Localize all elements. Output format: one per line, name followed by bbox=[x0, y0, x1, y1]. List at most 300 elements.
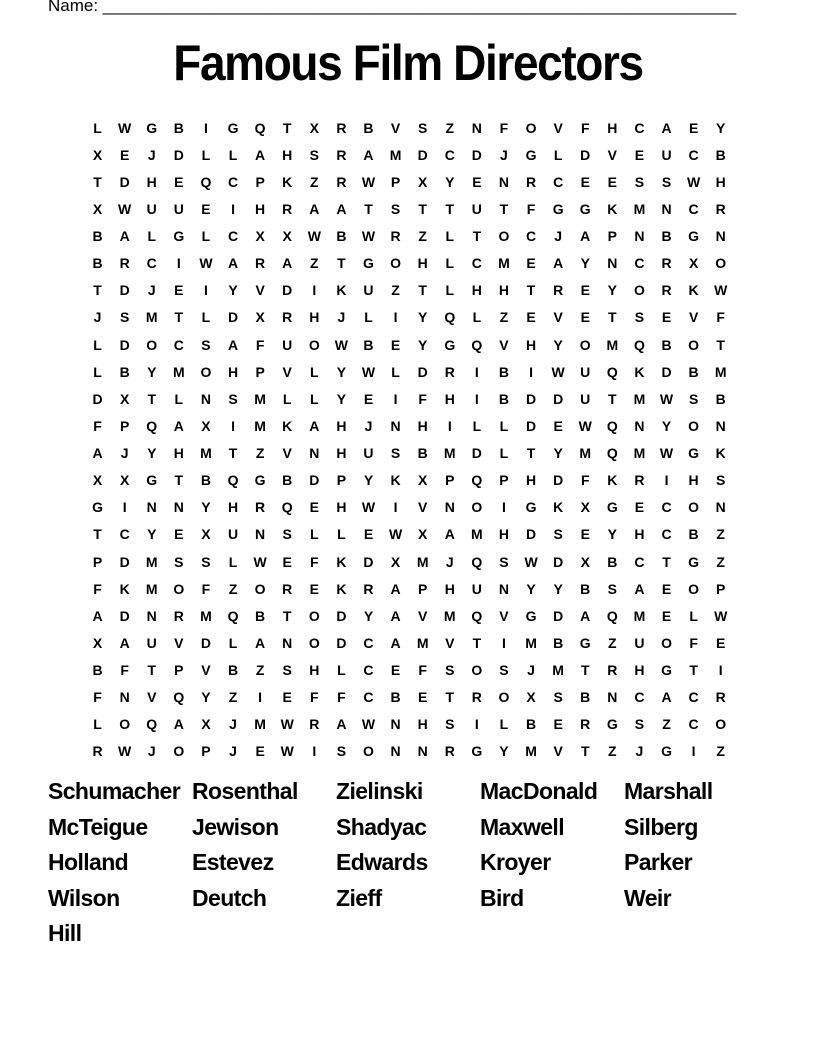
grid-letter: A bbox=[309, 200, 320, 217]
grid-letter: S bbox=[418, 119, 428, 136]
grid-letter: Y bbox=[363, 607, 374, 624]
grid-letter: S bbox=[607, 580, 617, 597]
grid-letter: D bbox=[119, 607, 130, 624]
grid-letter: F bbox=[418, 390, 427, 407]
grid-letter: O bbox=[688, 580, 700, 597]
grid-letter: P bbox=[336, 472, 347, 489]
grid-letter: H bbox=[255, 200, 266, 217]
grid-letter: I bbox=[447, 417, 452, 434]
grid-letter: N bbox=[607, 689, 618, 706]
grid-letter: G bbox=[525, 607, 537, 624]
grid-letter: R bbox=[390, 228, 401, 245]
word-list-item: Jewison bbox=[192, 813, 279, 840]
grid-letter: E bbox=[580, 282, 590, 299]
grid-letter: Q bbox=[633, 336, 645, 353]
grid-letter: M bbox=[172, 363, 185, 380]
grid-letter: F bbox=[716, 309, 725, 326]
grid-letter: R bbox=[336, 173, 347, 190]
grid-letter: R bbox=[661, 255, 672, 272]
grid-letter: G bbox=[606, 716, 618, 733]
grid-letter: E bbox=[174, 282, 184, 299]
grid-letter: G bbox=[146, 472, 158, 489]
grid-letter: Y bbox=[716, 119, 726, 136]
grid-letter: W bbox=[361, 173, 376, 190]
grid-letter: I bbox=[393, 309, 398, 326]
grid-row bbox=[84, 412, 734, 439]
grid-letter: R bbox=[471, 689, 482, 706]
grid-letter: X bbox=[92, 472, 103, 489]
grid-letter: S bbox=[336, 743, 347, 760]
grid-letter: E bbox=[119, 146, 130, 163]
grid-letter: H bbox=[173, 445, 184, 462]
grid-letter: N bbox=[715, 228, 726, 245]
grid-letter: B bbox=[92, 255, 103, 272]
grid-letter: D bbox=[553, 390, 564, 407]
grid-letter: T bbox=[445, 200, 455, 217]
grid-letter: W bbox=[253, 553, 267, 570]
grid-row bbox=[84, 331, 734, 358]
grid-letter: H bbox=[336, 417, 347, 434]
grid-letter: C bbox=[363, 634, 374, 651]
grid-letter: S bbox=[309, 146, 319, 163]
grid-letter: O bbox=[661, 634, 672, 651]
grid-letter: J bbox=[229, 743, 237, 760]
grid-letter: H bbox=[417, 716, 428, 733]
grid-letter: T bbox=[93, 173, 102, 190]
grid-letter: Q bbox=[146, 417, 158, 434]
grid-letter: W bbox=[280, 743, 294, 760]
grid-letter: S bbox=[634, 716, 645, 733]
grid-letter: V bbox=[499, 607, 509, 624]
grid-letter: I bbox=[502, 499, 506, 516]
grid-letter: Y bbox=[336, 390, 347, 407]
grid-letter: K bbox=[607, 472, 618, 489]
grid-letter: G bbox=[471, 743, 483, 760]
grid-letter: J bbox=[364, 417, 373, 434]
grid-letter: D bbox=[92, 390, 103, 407]
grid-letter: N bbox=[390, 743, 401, 760]
grid-letter: U bbox=[634, 634, 645, 651]
grid-letter: Q bbox=[606, 417, 618, 434]
grid-letter: G bbox=[661, 662, 672, 679]
grid-letter: I bbox=[474, 716, 479, 733]
grid-letter: P bbox=[255, 173, 265, 190]
grid-letter: I bbox=[691, 743, 696, 760]
grid-letter: X bbox=[119, 472, 130, 489]
grid-letter: E bbox=[661, 309, 672, 326]
grid-letter: T bbox=[228, 445, 238, 462]
grid-letter: Y bbox=[147, 445, 157, 462]
grid-letter: Y bbox=[607, 526, 617, 543]
grid-letter: P bbox=[201, 743, 211, 760]
grid-letter: U bbox=[146, 200, 157, 217]
grid-letter: O bbox=[633, 282, 645, 299]
grid-letter: U bbox=[661, 146, 672, 163]
grid-letter: L bbox=[445, 255, 455, 272]
grid-letter: I bbox=[231, 417, 235, 434]
grid-letter: F bbox=[310, 689, 319, 706]
grid-letter: L bbox=[472, 417, 482, 434]
grid-letter: F bbox=[689, 634, 698, 651]
grid-letter: N bbox=[390, 417, 401, 434]
grid-letter: L bbox=[445, 282, 455, 299]
grid-row bbox=[84, 358, 734, 385]
word-list-item: Bird bbox=[480, 884, 524, 911]
grid-letter: N bbox=[200, 390, 211, 407]
grid-letter: A bbox=[255, 634, 266, 651]
grid-letter: U bbox=[282, 336, 293, 353]
grid-letter: M bbox=[443, 607, 456, 624]
grid-letter: V bbox=[553, 309, 563, 326]
grid-letter: A bbox=[309, 417, 320, 434]
grid-letter: R bbox=[119, 255, 130, 272]
grid-letter: M bbox=[633, 200, 646, 217]
name-field: Name: ___________________________________________________________________ bbox=[48, 0, 737, 15]
grid-letter: X bbox=[282, 228, 292, 245]
grid-row bbox=[84, 548, 734, 575]
grid-letter: I bbox=[312, 743, 317, 760]
grid-letter: P bbox=[390, 173, 401, 190]
grid-letter: V bbox=[607, 146, 617, 163]
grid-letter: J bbox=[120, 445, 129, 462]
grid-letter: N bbox=[661, 200, 672, 217]
grid-letter: L bbox=[445, 228, 455, 245]
grid-letter: A bbox=[390, 580, 401, 597]
grid-letter: K bbox=[282, 173, 293, 190]
grid-letter: Y bbox=[661, 417, 672, 434]
grid-letter: W bbox=[334, 336, 348, 353]
grid-letter: Z bbox=[445, 119, 455, 136]
grid-letter: A bbox=[336, 200, 347, 217]
grid-letter: N bbox=[119, 689, 130, 706]
grid-letter: A bbox=[553, 255, 564, 272]
grid-letter: L bbox=[391, 363, 400, 380]
grid-row bbox=[84, 602, 734, 629]
grid-letter: Z bbox=[228, 580, 238, 597]
grid-row bbox=[84, 575, 734, 602]
grid-letter: T bbox=[282, 607, 292, 624]
grid-letter: O bbox=[688, 499, 700, 516]
word-list-item: Kroyer bbox=[480, 849, 551, 876]
grid-letter: A bbox=[282, 255, 293, 272]
grid-letter: N bbox=[607, 255, 618, 272]
grid-letter: U bbox=[363, 445, 374, 462]
grid-letter: Y bbox=[147, 363, 157, 380]
grid-letter: F bbox=[255, 336, 265, 353]
grid-letter: U bbox=[363, 282, 374, 299]
grid-letter: I bbox=[502, 634, 506, 651]
grid-letter: R bbox=[607, 662, 618, 679]
grid-letter: C bbox=[661, 526, 672, 543]
grid-letter: D bbox=[200, 634, 211, 651]
grid-letter: V bbox=[174, 634, 184, 651]
grid-letter: T bbox=[364, 200, 373, 217]
grid-letter: L bbox=[147, 228, 157, 245]
grid-letter: B bbox=[715, 146, 726, 163]
grid-letter: G bbox=[688, 553, 700, 570]
grid-letter: E bbox=[688, 119, 699, 136]
grid-letter: T bbox=[93, 282, 102, 299]
grid-letter: V bbox=[147, 689, 157, 706]
grid-row bbox=[84, 277, 734, 304]
grid-letter: K bbox=[336, 282, 347, 299]
grid-letter: H bbox=[525, 472, 537, 489]
grid-letter: G bbox=[579, 634, 591, 651]
grid-letter: R bbox=[282, 200, 293, 217]
grid-letter: F bbox=[93, 580, 102, 597]
grid-letter: R bbox=[661, 282, 672, 299]
grid-letter: A bbox=[580, 228, 591, 245]
grid-letter: I bbox=[664, 472, 669, 489]
grid-letter: N bbox=[309, 445, 320, 462]
grid-letter: H bbox=[444, 390, 455, 407]
grid-letter: M bbox=[443, 445, 456, 462]
grid-letter: F bbox=[580, 472, 590, 489]
grid-letter: P bbox=[174, 662, 184, 679]
grid-letter: T bbox=[580, 662, 590, 679]
grid-letter: X bbox=[255, 228, 265, 245]
grid-letter: B bbox=[498, 390, 510, 407]
grid-letter: B bbox=[661, 228, 672, 245]
grid-letter: G bbox=[227, 119, 239, 136]
grid-letter: Z bbox=[716, 553, 725, 570]
grid-letter: T bbox=[716, 336, 725, 353]
grid-letter: B bbox=[363, 336, 374, 353]
grid-letter: U bbox=[173, 200, 184, 217]
grid-letter: V bbox=[688, 309, 699, 326]
grid-letter: L bbox=[201, 309, 211, 326]
grid-letter: P bbox=[255, 363, 265, 380]
grid-letter: A bbox=[173, 716, 184, 733]
grid-letter: V bbox=[255, 282, 265, 299]
grid-letter: S bbox=[634, 309, 645, 326]
grid-letter: K bbox=[336, 580, 347, 597]
grid-letter: C bbox=[688, 200, 699, 217]
grid-letter: X bbox=[309, 119, 319, 136]
grid-letter: A bbox=[119, 634, 130, 651]
grid-letter: R bbox=[525, 173, 537, 190]
grid-letter: Y bbox=[499, 743, 509, 760]
grid-letter: V bbox=[499, 336, 509, 353]
grid-letter: A bbox=[390, 607, 401, 624]
grid-letter: D bbox=[525, 526, 537, 543]
grid-letter: H bbox=[688, 472, 699, 489]
grid-letter: W bbox=[199, 255, 213, 272]
grid-letter: I bbox=[203, 282, 208, 299]
grid-letter: N bbox=[471, 119, 482, 136]
grid-letter: Q bbox=[471, 553, 483, 570]
grid-letter: F bbox=[120, 662, 129, 679]
grid-letter: A bbox=[390, 634, 401, 651]
grid-letter: C bbox=[688, 146, 699, 163]
grid-letter: G bbox=[254, 472, 266, 489]
grid-letter: D bbox=[553, 607, 564, 624]
word-list-item: Parker bbox=[624, 849, 693, 876]
grid-letter: E bbox=[309, 499, 319, 516]
grid-row bbox=[84, 168, 734, 195]
grid-letter: S bbox=[201, 553, 211, 570]
grid-letter: N bbox=[634, 228, 645, 245]
grid-letter: U bbox=[146, 634, 157, 651]
word-list-item: Zieff bbox=[336, 884, 382, 911]
grid-letter: D bbox=[553, 553, 564, 570]
word-list-item: Silberg bbox=[624, 813, 698, 840]
grid-letter: E bbox=[418, 689, 428, 706]
grid-letter: A bbox=[255, 146, 266, 163]
word-list-item: Hill bbox=[48, 920, 82, 947]
grid-letter: T bbox=[580, 743, 590, 760]
grid-letter: Z bbox=[608, 634, 617, 651]
grid-letter: T bbox=[337, 255, 346, 272]
grid-letter: Y bbox=[553, 445, 563, 462]
grid-letter: C bbox=[634, 689, 645, 706]
grid-letter: Y bbox=[228, 282, 238, 299]
grid-letter: Z bbox=[716, 526, 725, 543]
grid-letter: E bbox=[661, 607, 672, 624]
grid-letter: S bbox=[661, 173, 672, 190]
grid-letter: Q bbox=[200, 173, 212, 190]
grid-letter: S bbox=[445, 662, 455, 679]
grid-letter: S bbox=[201, 336, 211, 353]
grid-letter: E bbox=[607, 173, 617, 190]
grid-letter: X bbox=[201, 716, 211, 733]
grid-letter: V bbox=[418, 607, 428, 624]
grid-letter: E bbox=[174, 526, 184, 543]
grid-letter: X bbox=[418, 526, 428, 543]
grid-letter: K bbox=[688, 282, 699, 299]
grid-letter: W bbox=[714, 607, 728, 624]
grid-letter: G bbox=[688, 445, 700, 462]
grid-letter: O bbox=[173, 580, 185, 597]
grid-letter: O bbox=[688, 336, 700, 353]
grid-letter: L bbox=[228, 146, 238, 163]
grid-letter: J bbox=[554, 228, 563, 245]
grid-letter: A bbox=[444, 526, 455, 543]
grid-letter: J bbox=[635, 743, 644, 760]
grid-row bbox=[84, 494, 734, 521]
grid-letter: V bbox=[282, 363, 292, 380]
grid-letter: Y bbox=[418, 309, 428, 326]
grid-letter: U bbox=[580, 390, 591, 407]
grid-letter: S bbox=[390, 200, 401, 217]
grid-letter: F bbox=[499, 119, 509, 136]
grid-letter: S bbox=[716, 472, 726, 489]
grid-letter: Z bbox=[716, 743, 725, 760]
grid-letter: I bbox=[718, 662, 723, 679]
word-list-item: McTeigue bbox=[48, 813, 148, 840]
grid-row bbox=[84, 521, 734, 548]
grid-letter: R bbox=[444, 743, 455, 760]
grid-letter: M bbox=[145, 553, 158, 570]
grid-letter: Y bbox=[201, 499, 211, 516]
grid-letter: O bbox=[715, 716, 727, 733]
grid-letter: C bbox=[525, 228, 537, 245]
grid-letter: M bbox=[525, 634, 537, 651]
grid-letter: U bbox=[227, 526, 239, 543]
grid-letter: P bbox=[92, 553, 103, 570]
grid-letter: D bbox=[119, 336, 130, 353]
grid-letter: U bbox=[471, 580, 482, 597]
word-list-item: Marshall bbox=[624, 778, 713, 804]
grid-row bbox=[84, 711, 734, 738]
grid-letter: E bbox=[526, 255, 536, 272]
grid-letter: F bbox=[310, 553, 319, 570]
grid-letter: P bbox=[499, 472, 509, 489]
grid-letter: C bbox=[119, 526, 130, 543]
grid-letter: O bbox=[119, 716, 131, 733]
grid-letter: X bbox=[92, 146, 103, 163]
word-list-item: Schumacher bbox=[48, 778, 181, 804]
grid-letter: A bbox=[661, 119, 672, 136]
grid-letter: T bbox=[689, 662, 698, 679]
grid-letter: O bbox=[308, 634, 320, 651]
grid-letter: B bbox=[282, 472, 293, 489]
grid-letter: L bbox=[201, 146, 211, 163]
grid-letter: H bbox=[634, 526, 645, 543]
grid-letter: C bbox=[634, 119, 645, 136]
grid-letter: W bbox=[361, 499, 376, 516]
grid-letter: R bbox=[336, 146, 347, 163]
grid-letter: Q bbox=[227, 607, 239, 624]
grid-letter: O bbox=[471, 662, 483, 679]
grid-letter: B bbox=[173, 119, 184, 136]
grid-letter: J bbox=[147, 146, 156, 163]
grid-letter: T bbox=[147, 662, 157, 679]
grid-letter: M bbox=[254, 390, 266, 407]
grid-letter: Q bbox=[254, 119, 266, 136]
grid-letter: R bbox=[444, 363, 455, 380]
grid-letter: D bbox=[417, 363, 428, 380]
grid-letter: G bbox=[552, 200, 564, 217]
grid-letter: T bbox=[147, 390, 157, 407]
grid-letter: M bbox=[254, 417, 266, 434]
grid-letter: M bbox=[525, 743, 537, 760]
grid-letter: T bbox=[499, 200, 509, 217]
grid-letter: M bbox=[416, 553, 429, 570]
grid-letter: E bbox=[174, 173, 184, 190]
grid-letter: B bbox=[336, 228, 347, 245]
grid-letter: H bbox=[336, 445, 347, 462]
grid-letter: I bbox=[176, 255, 181, 272]
grid-letter: B bbox=[92, 228, 103, 245]
grid-letter: W bbox=[118, 743, 132, 760]
grid-letter: W bbox=[118, 119, 132, 136]
grid-letter: R bbox=[634, 472, 645, 489]
grid-letter: D bbox=[661, 363, 672, 380]
grid-letter: H bbox=[715, 173, 726, 190]
grid-letter: E bbox=[282, 553, 292, 570]
grid-letter: M bbox=[714, 363, 727, 380]
grid-letter: Q bbox=[606, 445, 618, 462]
grid-letter: R bbox=[255, 255, 266, 272]
grid-letter: E bbox=[363, 526, 374, 543]
grid-letter: H bbox=[309, 662, 320, 679]
grid-letter: R bbox=[336, 119, 347, 136]
grid-letter: R bbox=[92, 743, 103, 760]
word-list-item: Zielinski bbox=[336, 778, 423, 804]
grid-letter: C bbox=[444, 146, 455, 163]
grid-letter: T bbox=[608, 390, 617, 407]
grid-letter: W bbox=[280, 716, 294, 733]
grid-letter: L bbox=[337, 526, 346, 543]
grid-letter: C bbox=[471, 255, 482, 272]
grid-letter: W bbox=[361, 716, 376, 733]
grid-letter: E bbox=[201, 200, 211, 217]
grid-letter: X bbox=[390, 553, 401, 570]
grid-row bbox=[84, 195, 734, 222]
grid-letter: I bbox=[203, 119, 208, 136]
grid-letter: L bbox=[310, 390, 319, 407]
